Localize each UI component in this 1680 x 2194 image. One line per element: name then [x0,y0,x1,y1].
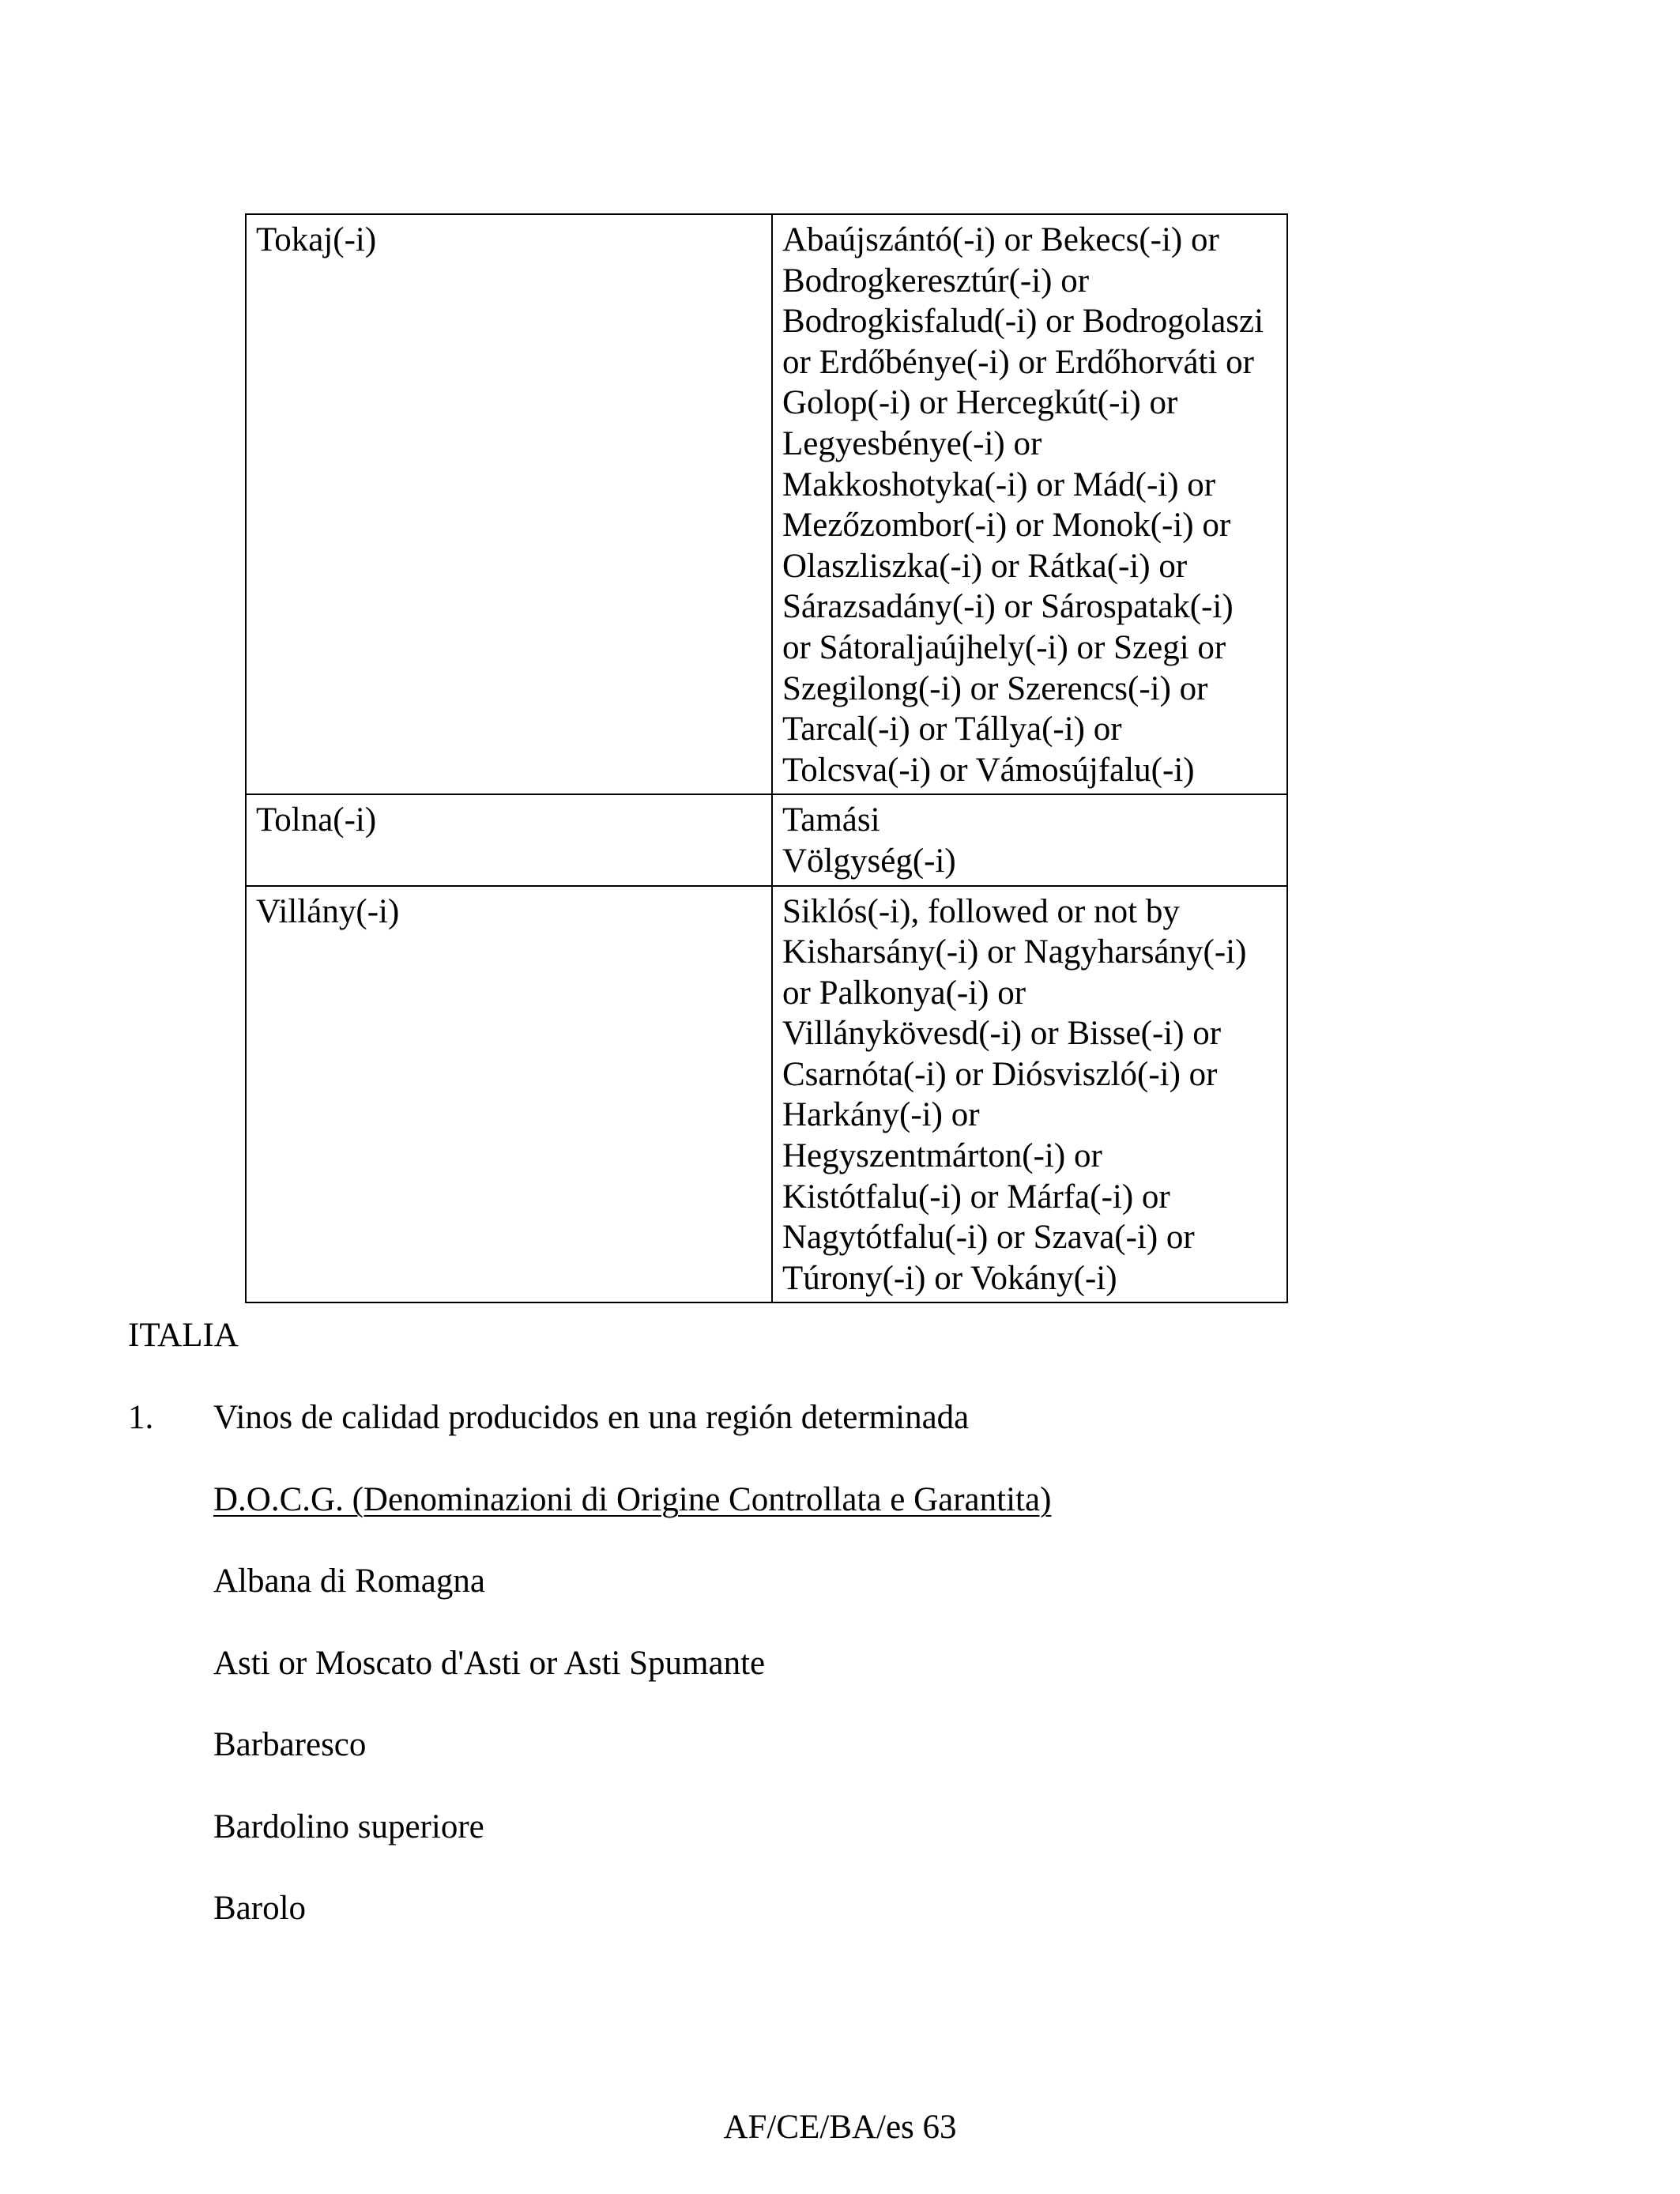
subregion-line: Harkány(-i) or [782,1096,980,1134]
subregion-cell [772,794,1287,885]
subregion-line: Villánykövesd(-i) or Bisse(-i) or [782,1015,1222,1053]
table-row [246,886,1287,1303]
subregion-line: or Sátoraljaújhely(-i) or Szegi or [782,628,1226,666]
table-row [246,214,1287,794]
subregion-line: Golop(-i) or Hercegkút(-i) or [782,384,1178,422]
page-footer: AF/CE/BA/es 63 [723,2109,957,2146]
subregion-line: Legyesbénye(-i) or [782,424,1042,462]
subregion-line: Olaszliszka(-i) or Rátka(-i) or [782,547,1188,585]
subregion-line: Siklós(-i), followed or not by [782,892,1180,930]
subregion-line: Mezőzombor(-i) or Monok(-i) or [782,507,1231,545]
item-number: 1. [128,1399,154,1436]
list-item: Bardolino superiore [213,1808,484,1845]
subregion-line: or Erdőbénye(-i) or Erdőhorváti or [782,343,1255,381]
subregion-line: Csarnóta(-i) or Diósviszló(-i) or [782,1055,1218,1093]
subregion-line: Kistótfalu(-i) or Márfa(-i) or [782,1178,1170,1216]
list-item: Barbaresco [213,1726,367,1763]
list-item: Albana di Romagna [213,1563,485,1600]
subregion-line: Hegyszentmárton(-i) or [782,1137,1102,1175]
docg-section-heading: D.O.C.G. (Denominazioni di Origine Controllata e Garantita) [213,1481,1052,1518]
subregion-line: Völgység(-i) [782,842,956,880]
subregion-cell [772,214,1287,794]
region-name: Villány(-i) [256,892,400,930]
subregion-line: Bodrogkeresztúr(-i) or [782,262,1090,300]
subregion-line: Sárazsadány(-i) or Sárospatak(-i) [782,588,1234,626]
subregion-line: Abaújszántó(-i) or Bekecs(-i) or [782,221,1219,258]
subregion-line: Túrony(-i) or Vokány(-i) [782,1259,1117,1297]
subregion-line: Tarcal(-i) or Tállya(-i) or [782,711,1122,748]
country-heading: ITALIA [128,1317,239,1354]
subregion-line: Tolcsva(-i) or Vámosújfalu(-i) [782,751,1195,789]
subregion-line: Kisharsány(-i) or Nagyharsány(-i) [782,933,1247,971]
subregion-line: Nagytótfalu(-i) or Szava(-i) or [782,1219,1195,1257]
region-name: Tolna(-i) [256,801,377,839]
subregion-cell [772,886,1287,1303]
wine-region-table [245,213,1288,1303]
subregion-line: Tamási [782,801,880,839]
subregion-line: Bodrogkisfalud(-i) or Bodrogolaszi [782,303,1264,341]
table-row [246,794,1287,885]
item-title: Vinos de calidad producidos en una región determinada [213,1399,970,1436]
region-cell [246,794,772,885]
subregion-line: Szegilong(-i) or Szerencs(-i) or [782,669,1208,707]
subregion-line: Makkoshotyka(-i) or Mád(-i) or [782,466,1216,503]
region-cell [246,886,772,1303]
region-cell [246,214,772,794]
region-name: Tokaj(-i) [256,221,377,258]
wine-list [213,1561,765,1970]
list-item: Asti or Moscato d'Asti or Asti Spumante [213,1644,766,1682]
subregion-line: or Palkonya(-i) or [782,974,1026,1012]
list-item: Barolo [213,1890,307,1927]
